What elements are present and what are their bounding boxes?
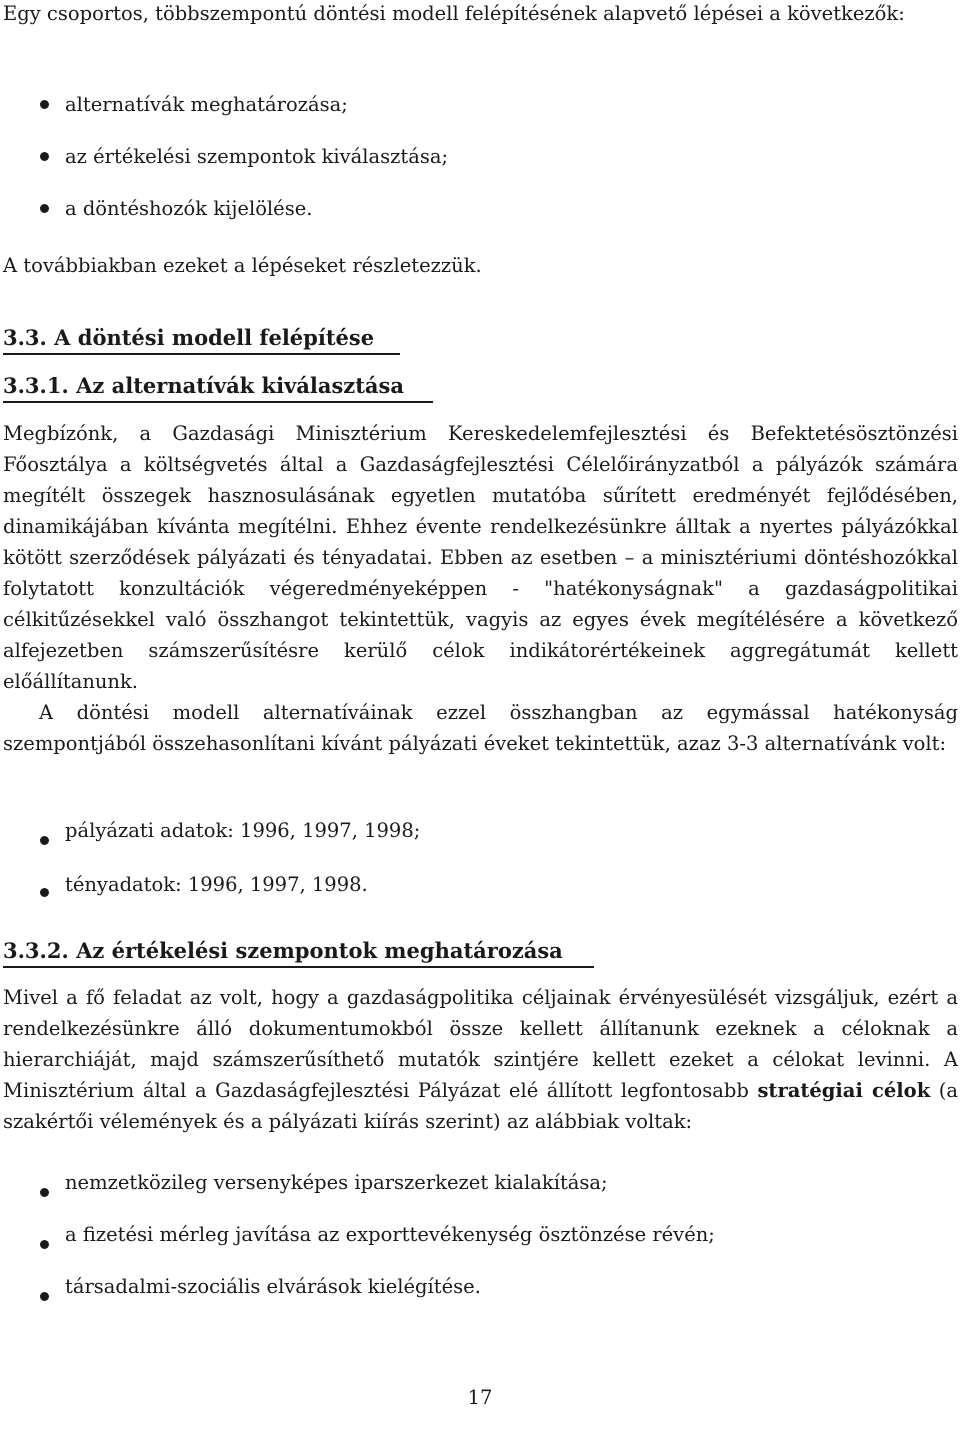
bullet-icon [40,1240,49,1249]
list-item: tényadatok: 1996, 1997, 1998. [65,873,368,896]
list-item: alternatívák meghatározása; [65,93,348,116]
bullet-icon [40,1188,49,1197]
body-paragraph: Mivel a fő feladat az volt, hogy a gazdaságpolitika céljainak érvényesülését vizsgáljuk, ezért a rendelkezésünkre álló dokumentumokból össze kellett állítanunk ezeknek a céloknak a hierarchiáját, majd számszerűsíthető mutatók szintjére kellett ezeket a célokat levinni. A Minisztérium által a Gazdaságfejlesztési Pályázat elé állított legfontosabb stratégiai célok (a szakértői vélemények és a pályázati kiírás szerint) az alábbiak voltak: [3,986,958,1133]
intro-after-text: A továbbiakban ezeket a lépéseket részletezzük. [3,254,482,277]
list-item: társadalmi-szociális elvárások kielégítése. [65,1275,481,1298]
bullet-icon [40,204,49,213]
intro-paragraph: Egy csoportos, többszempontú döntési modell felépítésének alapvető lépései a következők: [3,2,905,25]
body-paragraph: A döntési modell alternatíváinak ezzel összhangban az egymással hatékonyság szempontjából összehasonlítani kívánt pályázati éveket tekintettük, azaz 3-3 alternatívánk volt: [3,701,958,755]
section-heading-3-3-2: 3.3.2. Az értékelési szempontok meghatározása [3,938,563,963]
body-paragraph: Megbízónk, a Gazdasági Minisztérium Kereskedelemfejlesztési és Befektetésösztönzési Főosztálya a költségvetés által a Gazdaságfejlesztési Célelőirányzatból a pályázók számára megítélt összegek hasznosulásának egyetlen mutatóba sűrített eredményét fejlődésében, dinamikájában kívánta megítélni. Ehhez évente rendelkezésünkre álltak a nyertes pályázókkal kötött szerződések pályázati és tényadatai. Ebben az esetben – a minisztériumi döntéshozókkal folytatott konzultációk végeredményeképpen - "hatékonyságnak" a gazdaságpolitikai célkitűzésekkel való összhangot tekintettük, vagyis az egyes évek megítélésére a következő alfejezetben számszerűsítésre kerülő célok indikátorértékeinek aggregátumát kellett előállítanunk. [3,422,958,693]
heading-underline [3,401,433,403]
bullet-icon [40,100,49,109]
section-heading-3-3: 3.3. A döntési modell felépítése [3,325,375,350]
bullet-icon [40,888,49,897]
bullet-icon [40,1292,49,1301]
bullet-icon [40,152,49,161]
section-heading-3-3-1: 3.3.1. Az alternatívák kiválasztása [3,373,404,398]
bullet-icon [40,836,49,845]
emphasis-strategic-goals: stratégiai célok [757,1079,931,1102]
list-item: a döntéshozók kijelölése. [65,197,313,220]
page-number: 17 [467,1386,493,1409]
list-item: nemzetközileg versenyképes iparszerkezet kialakítása; [65,1171,608,1194]
heading-underline [3,966,594,968]
list-item: a fizetési mérleg javítása az exporttevékenység ösztönzése révén; [65,1223,715,1246]
heading-underline [3,353,400,355]
list-item: pályázati adatok: 1996, 1997, 1998; [65,819,421,842]
list-item: az értékelési szempontok kiválasztása; [65,145,449,168]
